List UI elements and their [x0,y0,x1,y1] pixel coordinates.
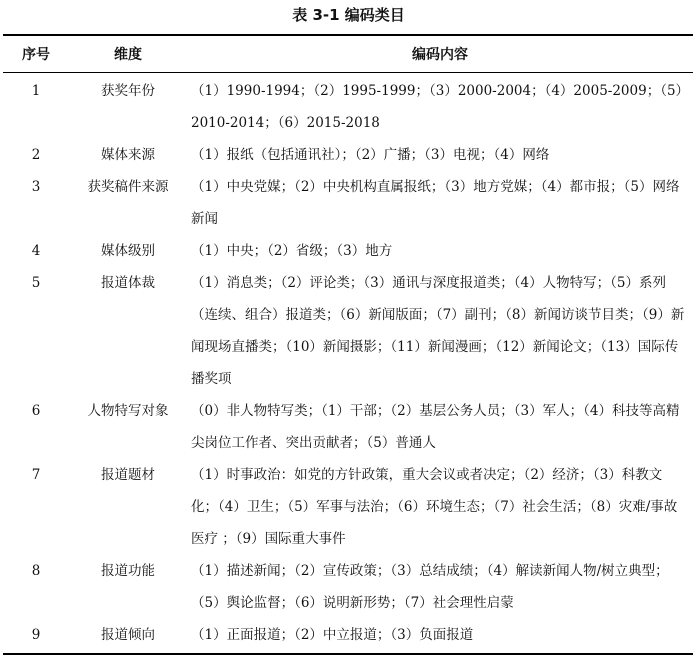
row-no: 9 [31,627,41,643]
row-no: 6 [31,403,41,419]
row-no: 4 [31,243,41,259]
header-no: 序号 [22,47,50,63]
table-caption: 表 3-1 编码类目 [292,6,405,24]
row-content: （1）中央党媒；（2）中央机构直属报纸；（3）地方党媒；（4）都市报；（5）网络新闻 [191,179,680,227]
table-row [3,555,693,619]
row-content: （1）描述新闻；（2）宣传政策；（3）总结成绩；（4）解读新闻人物/树立典型；（5）舆论监督；（6）说明新形势；（7）社会理性启蒙 [191,563,669,611]
row-content: （1）中央；（2）省级；（3）地方 [191,243,393,259]
row-dimension: 获奖稿件来源 [87,179,169,195]
table-row [3,619,693,651]
row-dimension: 报道题材 [101,467,155,483]
table-row [3,171,693,235]
row-content: （1）正面报道；（2）中立报道；（3）负面报道 [191,627,474,643]
table-row [3,459,693,555]
table-row [3,395,693,459]
row-dimension: 人物特写对象 [87,403,169,419]
row-content: （1）消息类；（2）评论类；（3）通讯与深度报道类；（4）人物特写；（5）系列（连续、组合）报道类；（6）新闻版面；（7）副刊；（8）新闻访谈节目类；（9）新闻现场直播类；（10）新闻摄影；（11）新闻漫画；（12）新闻论文；（13）国际传播奖项 [191,275,685,387]
table-row [3,267,693,395]
table-row [3,235,693,267]
row-no: 3 [31,179,41,195]
coding-categories-table [3,34,693,655]
row-dimension: 媒体来源 [101,147,155,163]
row-no: 5 [31,275,41,291]
header-dimension: 维度 [114,47,142,63]
row-content: （1）1990-1994；（2）1995-1999；（3）2000-2004；（4）2005-2009；（5）2010-2014；（6）2015-2018 [191,83,683,131]
row-dimension: 获奖年份 [101,83,155,99]
row-dimension: 媒体级别 [101,243,155,259]
header-content: 编码内容 [412,47,468,63]
table-row [3,139,693,171]
row-no: 7 [31,467,41,483]
row-content: （1）报纸（包括通讯社）；（2）广播；（3）电视；（4）网络 [191,147,550,163]
table-header-row [3,36,693,73]
row-content: （0）非人物特写类；（1）干部；（2）基层公务人员；（3）军人；（4）科技等高精尖岗位工作者、突出贡献者；（5）普通人 [191,403,680,451]
row-no: 8 [31,563,41,579]
row-dimension: 报道倾向 [101,627,155,643]
row-dimension: 报道功能 [101,563,155,579]
row-content: （1）时事政治：如党的方针政策，重大会议或者决定；（2）经济；（3）科教文化；（4）卫生；（5）军事与法治；（6）环境生态；（7）社会生活；（8）灾难/事故医疗 ；（9）国际重大事件 [191,467,678,547]
row-no: 1 [31,83,41,99]
row-dimension: 报道体裁 [101,275,155,291]
table-body [3,73,693,653]
row-no: 2 [31,147,41,163]
table-row [3,75,693,139]
